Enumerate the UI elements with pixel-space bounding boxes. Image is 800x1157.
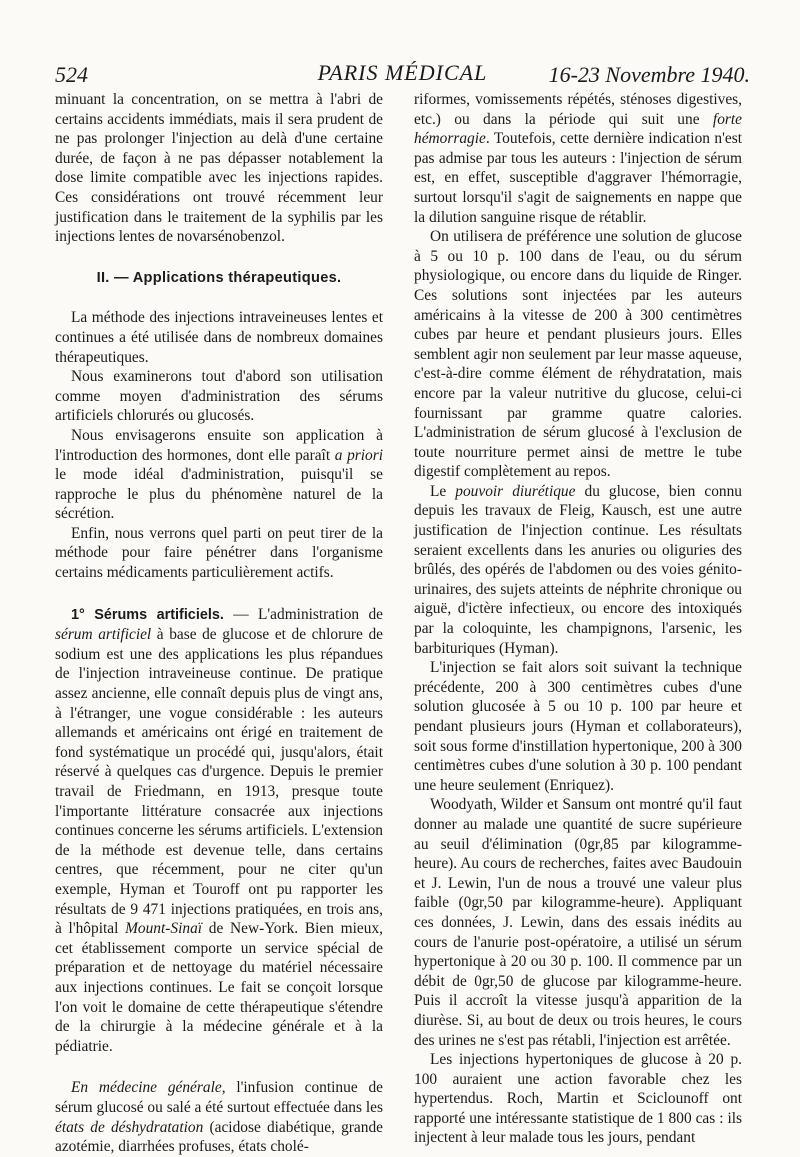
subsection-title: 1° Sérums artificiels. xyxy=(71,606,224,623)
page-number: 524 xyxy=(55,62,88,87)
paragraph: Woodyath, Wilder et Sansum ont montré qu'il faut donner au malade une quantité de sucre supérieure au seuil d'élimination (0gr,85 par kilogramme-heure). Au cours de recherches, faites avec Baudouin et J. Lewin, l'un de nous a trouvé une valeur plus faible (0gr,50 par kilogramme-heure). Appliquant ces données, J. Lewin, dans des essais inédits au cours de l'anurie post-opératoire, a utilisé un sérum hypertonique à 20 ou 30 p. 100. Il commence par un débit de 0gr,50 de glucose par kilogramme-heure. Puis il accroît la vitesse jusqu'à apparition de la diurèse. Si, au bout de deux ou trois heures, le cours des urines ne s'est pas rétabli, l'injection est arrêtée. xyxy=(414,796,742,1049)
paragraph: riformes, vomissements répétés, sténoses digestives, etc.) ou dans la période qui suit une forte hémorragie. Toutefois, cette dernière indication n'est pas admise par tous les auteurs : l'injection de sérum est, en effet, susceptible d'aggraver l'hémorragie, surtout lorsqu'il s'agit de saignements en nappe que la dilution sanguine risque de rétablir. xyxy=(414,91,742,226)
page-header xyxy=(55,58,750,88)
issue-date: 16-23 Novembre 1940. xyxy=(548,62,750,87)
paragraph: L'injection se fait alors soit suivant la technique précédente, 200 à 300 centimètres cubes d'une solution glucosée à 5 ou 10 p. 100 par heure et pendant plusieurs jours (Hyman et collaborateurs), soit sous forme d'instillation hypertonique, 200 à 300 centimètres cubes d'une solution à 30 p. 100 pendant une heure seulement (Enriquez). xyxy=(414,659,742,794)
section-heading: II. — Applications thérapeutiques. xyxy=(96,269,342,286)
paragraph: La méthode des injections intraveineuses lentes et continues a été utilisée dans de nombreux domaines thérapeutiques. xyxy=(55,309,383,366)
paragraph: Nous envisagerons ensuite son application à l'introduction des hormones, dont elle paraît a priori le mode idéal d'administration, puisqu'il se rapproche le plus du phénomène naturel de la sécrétion. xyxy=(55,426,383,523)
right-column xyxy=(414,90,742,1148)
emphasis: forte hémorragie xyxy=(414,110,742,148)
emphasis: a priori xyxy=(334,446,383,464)
emphasis: sérum artificiel xyxy=(55,626,152,644)
paragraph: 1° Sérums artificiels. — L'administration de sérum artificiel à base de glucose et de chlorure de sodium est une des applications les plus répandues de l'injection intraveineuse continue. De pratique assez ancienne, elle connaît depuis plus de vingt ans, à l'étranger, une vogue considérable : les auteurs allemands et américains ont érigé en traitement de fond systématique un procédé qui, jusqu'alors, était réservé à quelques cas d'urgence. Depuis le premier travail de Friedmann, en 1913, presque toute l'importante littérature consacrée aux injections continues concerne les sérums artificiels. L'extension de la méthode est devenue telle, dans certains centres, que récemment, pour ne citer qu'un exemple, Hyman et Touroff ont pu rapporter les résultats de 9 471 injections pratiquées, en trois ans, à l'hôpital Mount-Sinaï de New-York. Bien mieux, cet établissement comporte un service spécial de préparation et de nettoyage du matériel nécessaire aux injections continues. Le fait se conçoit lorsque l'on voit le domaine de cette thérapeutique s'étendre de la chirurgie à la médecine générale et à la pédiatrie. xyxy=(55,605,383,1055)
paragraph: Le pouvoir diurétique du glucose, bien connu depuis les travaux de Fleig, Kausch, est une autre justification de l'injection continue. Les résultats seraient excellents dans les anuries ou oliguries des brûlés, des opérés de l'abdomen ou des voies génito-urinaires, des sujets atteints de néphrite chronique ou aiguë, d'ictère infectieux, ou encore des intoxiqués par la coloquinte, les champignons, l'arsenic, les barbituriques (Hyman). xyxy=(414,482,742,657)
emphasis: pouvoir diurétique xyxy=(455,482,576,500)
emphasis: En médecine générale xyxy=(71,1079,222,1097)
paragraph: Les injections hypertoniques de glucose à 20 p. 100 auraient une action favorable chez les hypertendus. Roch, Martin et Sciclounoff ont rapporté une intéressante statistique de 1 800 cas : ils injectent à leur malade tous les jours, pendant xyxy=(414,1051,742,1147)
paragraph: En médecine générale, l'infusion continue de sérum glucosé ou salé a été surtout effectuée dans les états de déshydratation (acidose diabétique, grande azotémie, diarrhées profuses, états cholé- xyxy=(55,1079,383,1156)
paragraph: Enfin, nous verrons quel parti on peut tirer de la méthode pour faire pénétrer dans l'organisme certains médicaments particulièrement actifs. xyxy=(55,524,383,582)
emphasis: états de déshydratation xyxy=(55,1118,204,1136)
paragraph: Nous examinerons tout d'abord son utilisation comme moyen d'administration des sérums artificiels chlorurés ou glucosés. xyxy=(55,368,383,425)
journal-title: PARIS MÉDICAL xyxy=(317,60,488,85)
paragraph: On utilisera de préférence une solution de glucose à 5 ou 10 p. 100 dans de l'eau, ou du sérum physiologique, ou encore dans du liquide de Ringer. Ces solutions sont injectées par les auteurs américains à la vitesse de 200 à 300 centimètres cubes par heure et pendant plusieurs jours. Elles semblent agir non seulement par leur masse aqueuse, c'est-à-dire comme élément de réhydratation, mais encore par la valeur nutritive du glucose, celui-ci fournissant par gramme quatre calories. L'administration de sérum glucosé à l'exclusion de toute nourriture permet ainsi de mettre le tube digestif complètement au repos. xyxy=(414,228,742,481)
emphasis: Mount-Sinaï xyxy=(125,920,203,938)
left-column xyxy=(55,90,383,1157)
paragraph: minuant la concentration, on se mettra à l'abri de certains accidents immédiats, mais il sera prudent de ne pas prolonger l'injection au delà d'une certaine durée, de façon à ne pas dépasser notablement la dose limite compatible avec les injections rapides. Ces considérations ont trouvé récemment leur justification dans le traitement de la syphilis par les injections lentes de novarsénobenzol. xyxy=(55,91,383,246)
